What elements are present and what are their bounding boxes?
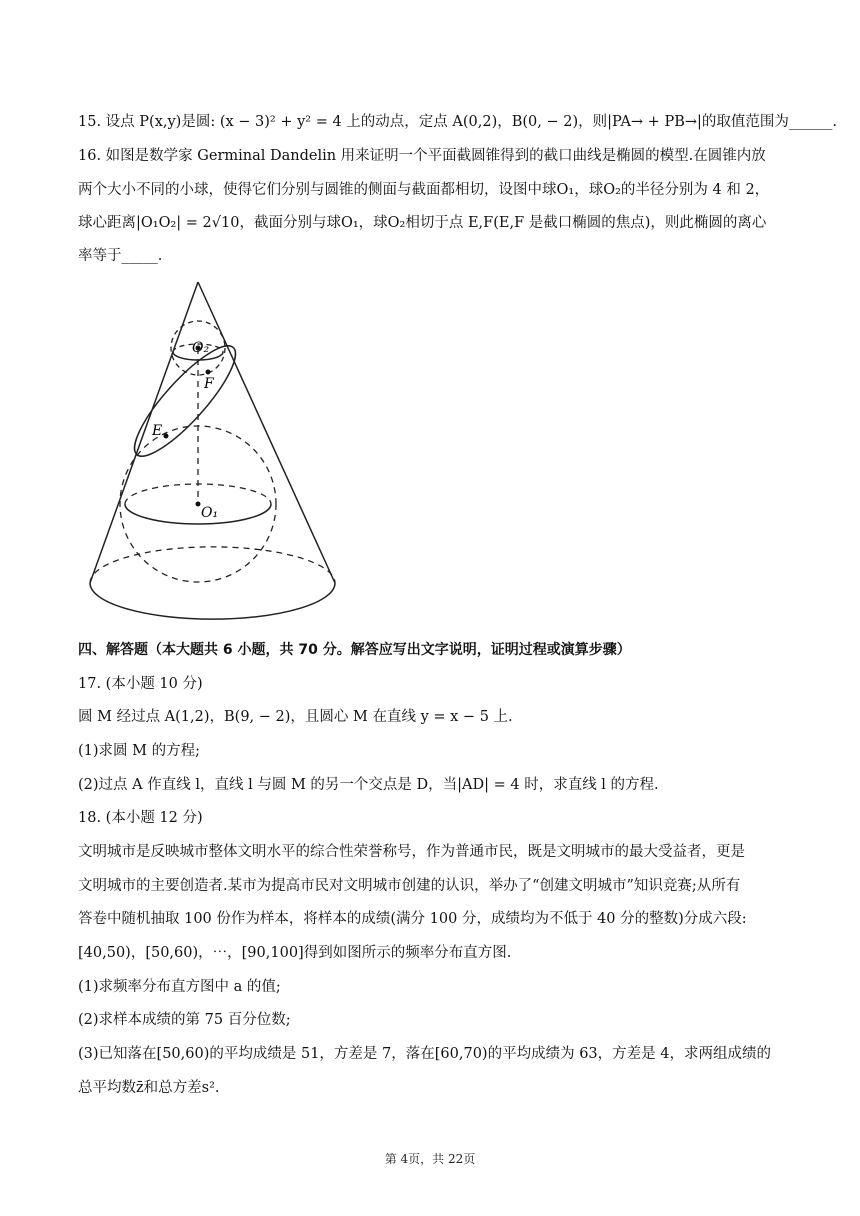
label-f: F [204,376,214,392]
label-o2: O₂ [192,340,210,356]
label-e: E [152,423,163,439]
question-16-line-1: 16. 如图是数学家 Germinal Dandelin 用来证明一个平面截圆锥得到的截口曲线是椭圆的模型.在圆锥内放 [78,148,766,164]
question-18-line-4: [40,50)，[50,60)，⋯，[90,100]得到如图所示的频率分布直方图. [78,945,512,961]
question-18-part-2: (2)求样本成绩的第 75 百分位数; [78,1012,291,1028]
question-18-part-3-line-1: (3)已知落在[50,60)的平均成绩是 51，方差是 7，落在[60,70)的平均成绩为 63，方差是 4，求两组成绩的 [78,1046,771,1062]
question-16-line-2: 两个大小不同的小球，使得它们分别与圆锥的侧面与截面都相切，设图中球O₁，球O₂的半径分别为 4 和 2， [78,182,770,198]
question-17-title: 17. (本小题 10 分) [78,676,203,692]
question-18-part-1: (1)求频率分布直方图中 a 的值; [78,979,281,995]
question-17-part-2: (2)过点 A 作直线 l，直线 l 与圆 M 的另一个交点是 D，当|AD| = 4 时，求直线 l 的方程. [78,777,659,793]
page-footer: 第 4页，共 22页 [384,1152,476,1166]
question-18-line-1: 文明城市是反映城市整体文明水平的综合性荣誉称号，作为普通市民，既是文明城市的最大受益者，更是 [78,844,745,860]
question-16-line-3: 球心距离|O₁O₂| = 2√10，截面分别与球O₁，球O₂相切于点 E,F(E,F 是截口椭圆的焦点)，则此椭圆的离心 [78,215,767,231]
question-15-text: 15. 设点 P(x,y)是圆: (x − 3)² + y² = 4 上的动点，定点 A(0,2)，B(0, − 2)，则|PA→ + PB→|的取值范围为______. [78,114,837,130]
question-18-title: 18. (本小题 12 分) [78,810,203,826]
question-18-part-3-line-2: 总平均数z̄和总方差s². [78,1080,220,1096]
question-16-line-4: 率等于_____. [78,248,163,264]
question-17-stem: 圆 M 经过点 A(1,2)，B(9, − 2)，且圆心 M 在直线 y = x − 5 上. [78,709,513,725]
question-17-part-1: (1)求圆 M 的方程; [78,743,200,759]
question-18-line-2: 文明城市的主要创造者.某市为提高市民对文明城市创建的认识，举办了“创建文明城市”知识竞赛;从所有 [78,878,741,894]
label-o1: O₁ [201,505,219,521]
section-4-heading: 四、解答题（本大题共 6 小题，共 70 分。解答应写出文字说明，证明过程或演算步骤） [78,642,631,658]
question-18-line-3: 答卷中随机抽取 100 份作为样本，将样本的成绩(满分 100 分，成绩均为不低于 40 分的整数)分成六段: [78,911,747,927]
dandelin-sphere-figure [80,278,350,628]
